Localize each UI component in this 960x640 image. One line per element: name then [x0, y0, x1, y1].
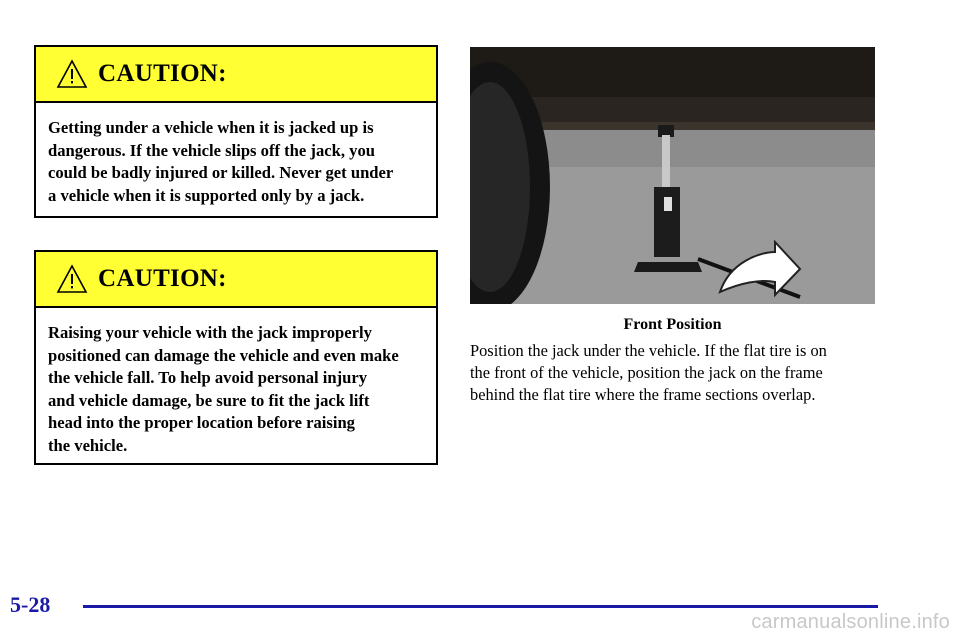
watermark: carmanualsonline.info [751, 611, 950, 633]
warning-triangle-icon [56, 264, 88, 294]
caution-title: CAUTION: [98, 60, 227, 87]
jack-front-position-photo [470, 47, 875, 304]
caution-box-2 [34, 250, 438, 465]
caution-text: Getting under a vehicle when it is jacked up is dangerous. If the vehicle slips off the jack, you could be badly injured or killed. Never get under a vehicle when it is supported only by a jack. [48, 118, 394, 205]
caution-header [36, 47, 436, 103]
figure-caption: Front Position [623, 316, 722, 333]
caution-text: Raising your vehicle with the jack improperly positioned can damage the vehicle and even make the vehicle fall. To help avoid personal injury and vehicle damage, be sure to fit the jack lift head into the proper location before raising the vehicle. [48, 323, 399, 455]
footer-rule [83, 605, 878, 608]
caution-box-1 [34, 45, 438, 218]
caution-title: CAUTION: [98, 265, 227, 292]
caution-header [36, 252, 436, 308]
warning-triangle-icon [56, 59, 88, 89]
body-paragraph: Position the jack under the vehicle. If the flat tire is on the front of the vehicle, position the jack on the frame behind the flat tire where the frame sections overlap. [470, 341, 827, 404]
page-number: 5-28 [10, 592, 51, 617]
